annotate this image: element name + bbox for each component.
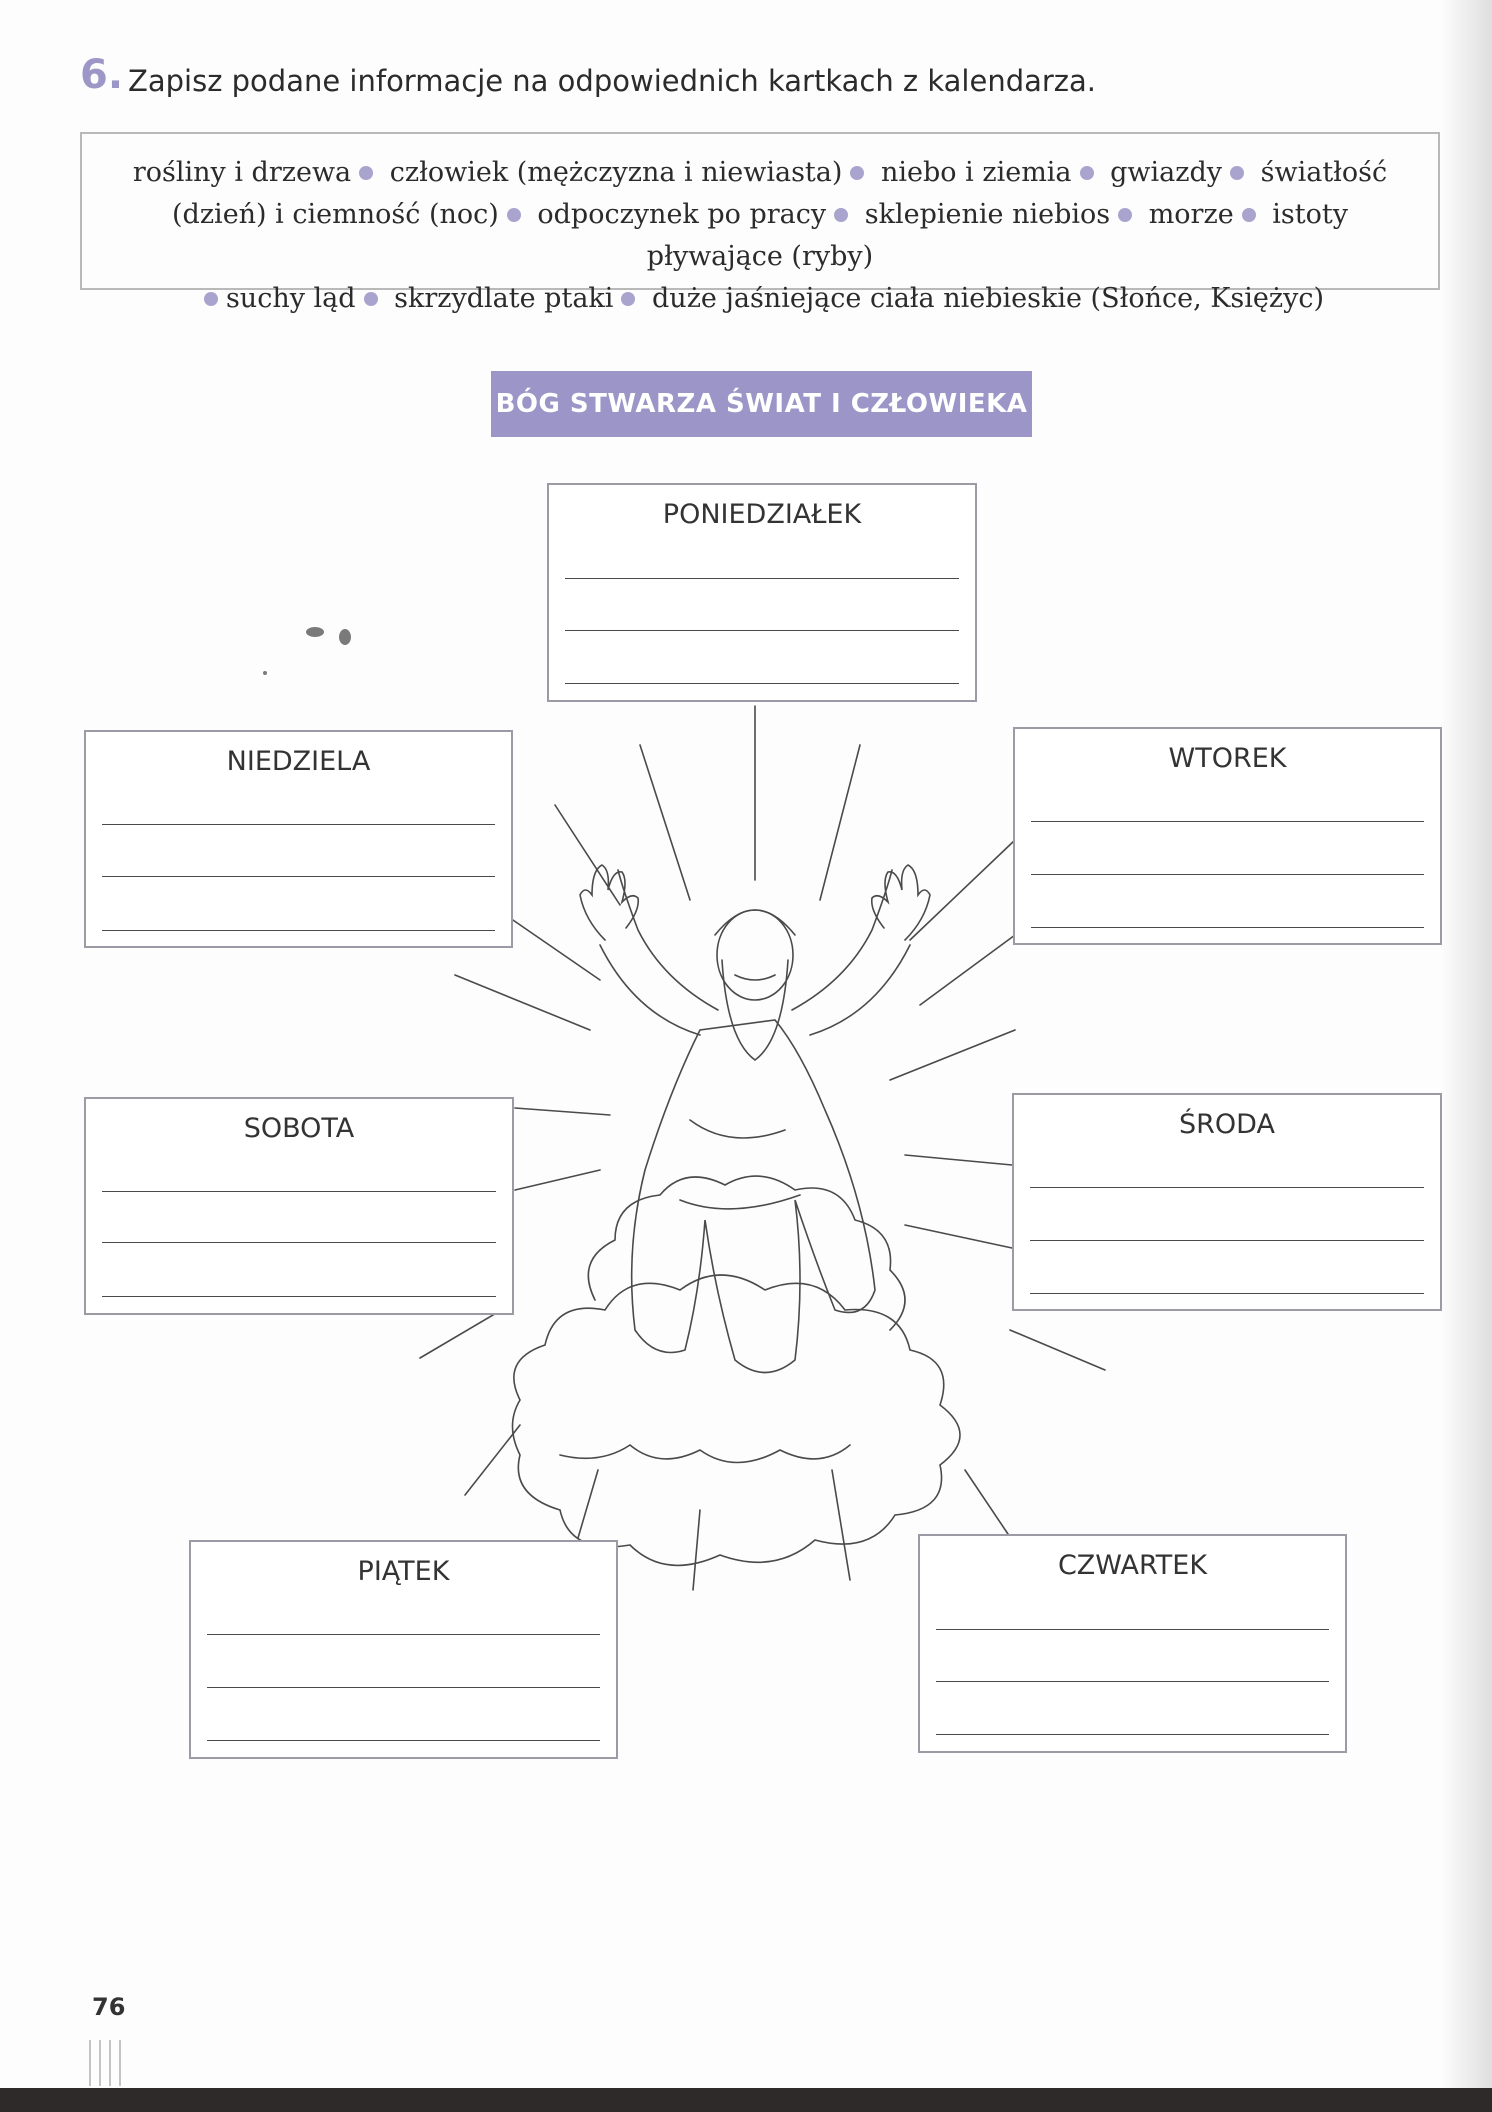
answer-line[interactable] [1030, 1187, 1424, 1188]
day-title-thursday: CZWARTEK [1057, 1550, 1208, 1581]
answer-line[interactable] [1031, 874, 1424, 875]
card-friday[interactable] [189, 1540, 618, 1759]
answer-line[interactable] [207, 1634, 600, 1635]
word-bank-item: rośliny i drzewa [132, 157, 352, 188]
word-bank-item: duże jaśniejące ciała niebieskie (Słońce, Księżyc) [652, 283, 1325, 314]
answer-line[interactable] [565, 683, 959, 684]
answer-line[interactable] [207, 1740, 600, 1741]
word-bank-item: światłość (dzień) i ciemność (noc) [172, 157, 1388, 230]
page-gutter-shadow [1440, 0, 1492, 2088]
word-bank-item: morze [1148, 199, 1234, 230]
answer-line[interactable] [102, 876, 495, 877]
answer-line[interactable] [565, 578, 959, 579]
card-wednesday[interactable] [1012, 1093, 1442, 1311]
word-bank-item: suchy ląd [225, 283, 356, 314]
answer-line[interactable] [102, 824, 495, 825]
answer-line[interactable] [102, 1296, 496, 1297]
word-bank-item: gwiazdy [1110, 157, 1223, 188]
answer-line[interactable] [1030, 1293, 1424, 1294]
word-bank-item: istoty pływające (ryby) [646, 199, 1348, 272]
task-number: 6. [80, 52, 124, 98]
day-title-tuesday: WTOREK [1168, 743, 1287, 774]
answer-line[interactable] [102, 1242, 496, 1243]
word-bank-item: odpoczynek po pracy [537, 199, 827, 230]
day-title-saturday: SOBOTA [243, 1113, 355, 1144]
day-title-friday: PIĄTEK [357, 1556, 450, 1587]
word-bank-item: sklepienie niebios [864, 199, 1111, 230]
page-number: 76 [92, 1993, 126, 2021]
word-bank-item: człowiek (mężczyzna i niewiasta) [389, 157, 843, 188]
answer-line[interactable] [1031, 927, 1424, 928]
answer-line[interactable] [1030, 1240, 1424, 1241]
answer-line[interactable] [102, 930, 495, 931]
section-banner: BÓG STWARZA ŚWIAT I CZŁOWIEKA [491, 371, 1032, 437]
card-monday[interactable] [547, 483, 977, 702]
scan-edge [0, 2088, 1492, 2112]
card-saturday[interactable] [84, 1097, 514, 1315]
answer-line[interactable] [207, 1687, 600, 1688]
day-title-sunday: NIEDZIELA [226, 746, 371, 777]
word-bank-item: niebo i ziemia [881, 157, 1072, 188]
page-edge-marks-icon [86, 2040, 130, 2086]
card-thursday[interactable] [918, 1534, 1347, 1753]
answer-line[interactable] [102, 1191, 496, 1192]
answer-line[interactable] [1031, 821, 1424, 822]
answer-line[interactable] [936, 1629, 1329, 1630]
card-sunday[interactable] [84, 730, 513, 948]
word-bank-item: skrzydlate ptaki [394, 283, 614, 314]
answer-line[interactable] [936, 1734, 1329, 1735]
answer-line[interactable] [565, 630, 959, 631]
card-tuesday[interactable] [1013, 727, 1442, 945]
day-title-monday: PONIEDZIAŁEK [662, 499, 862, 530]
task-instruction: Zapisz podane informacje na odpowiednich kartkach z kalendarza. [128, 64, 1097, 98]
answer-line[interactable] [936, 1681, 1329, 1682]
day-title-wednesday: ŚRODA [1179, 1109, 1275, 1140]
